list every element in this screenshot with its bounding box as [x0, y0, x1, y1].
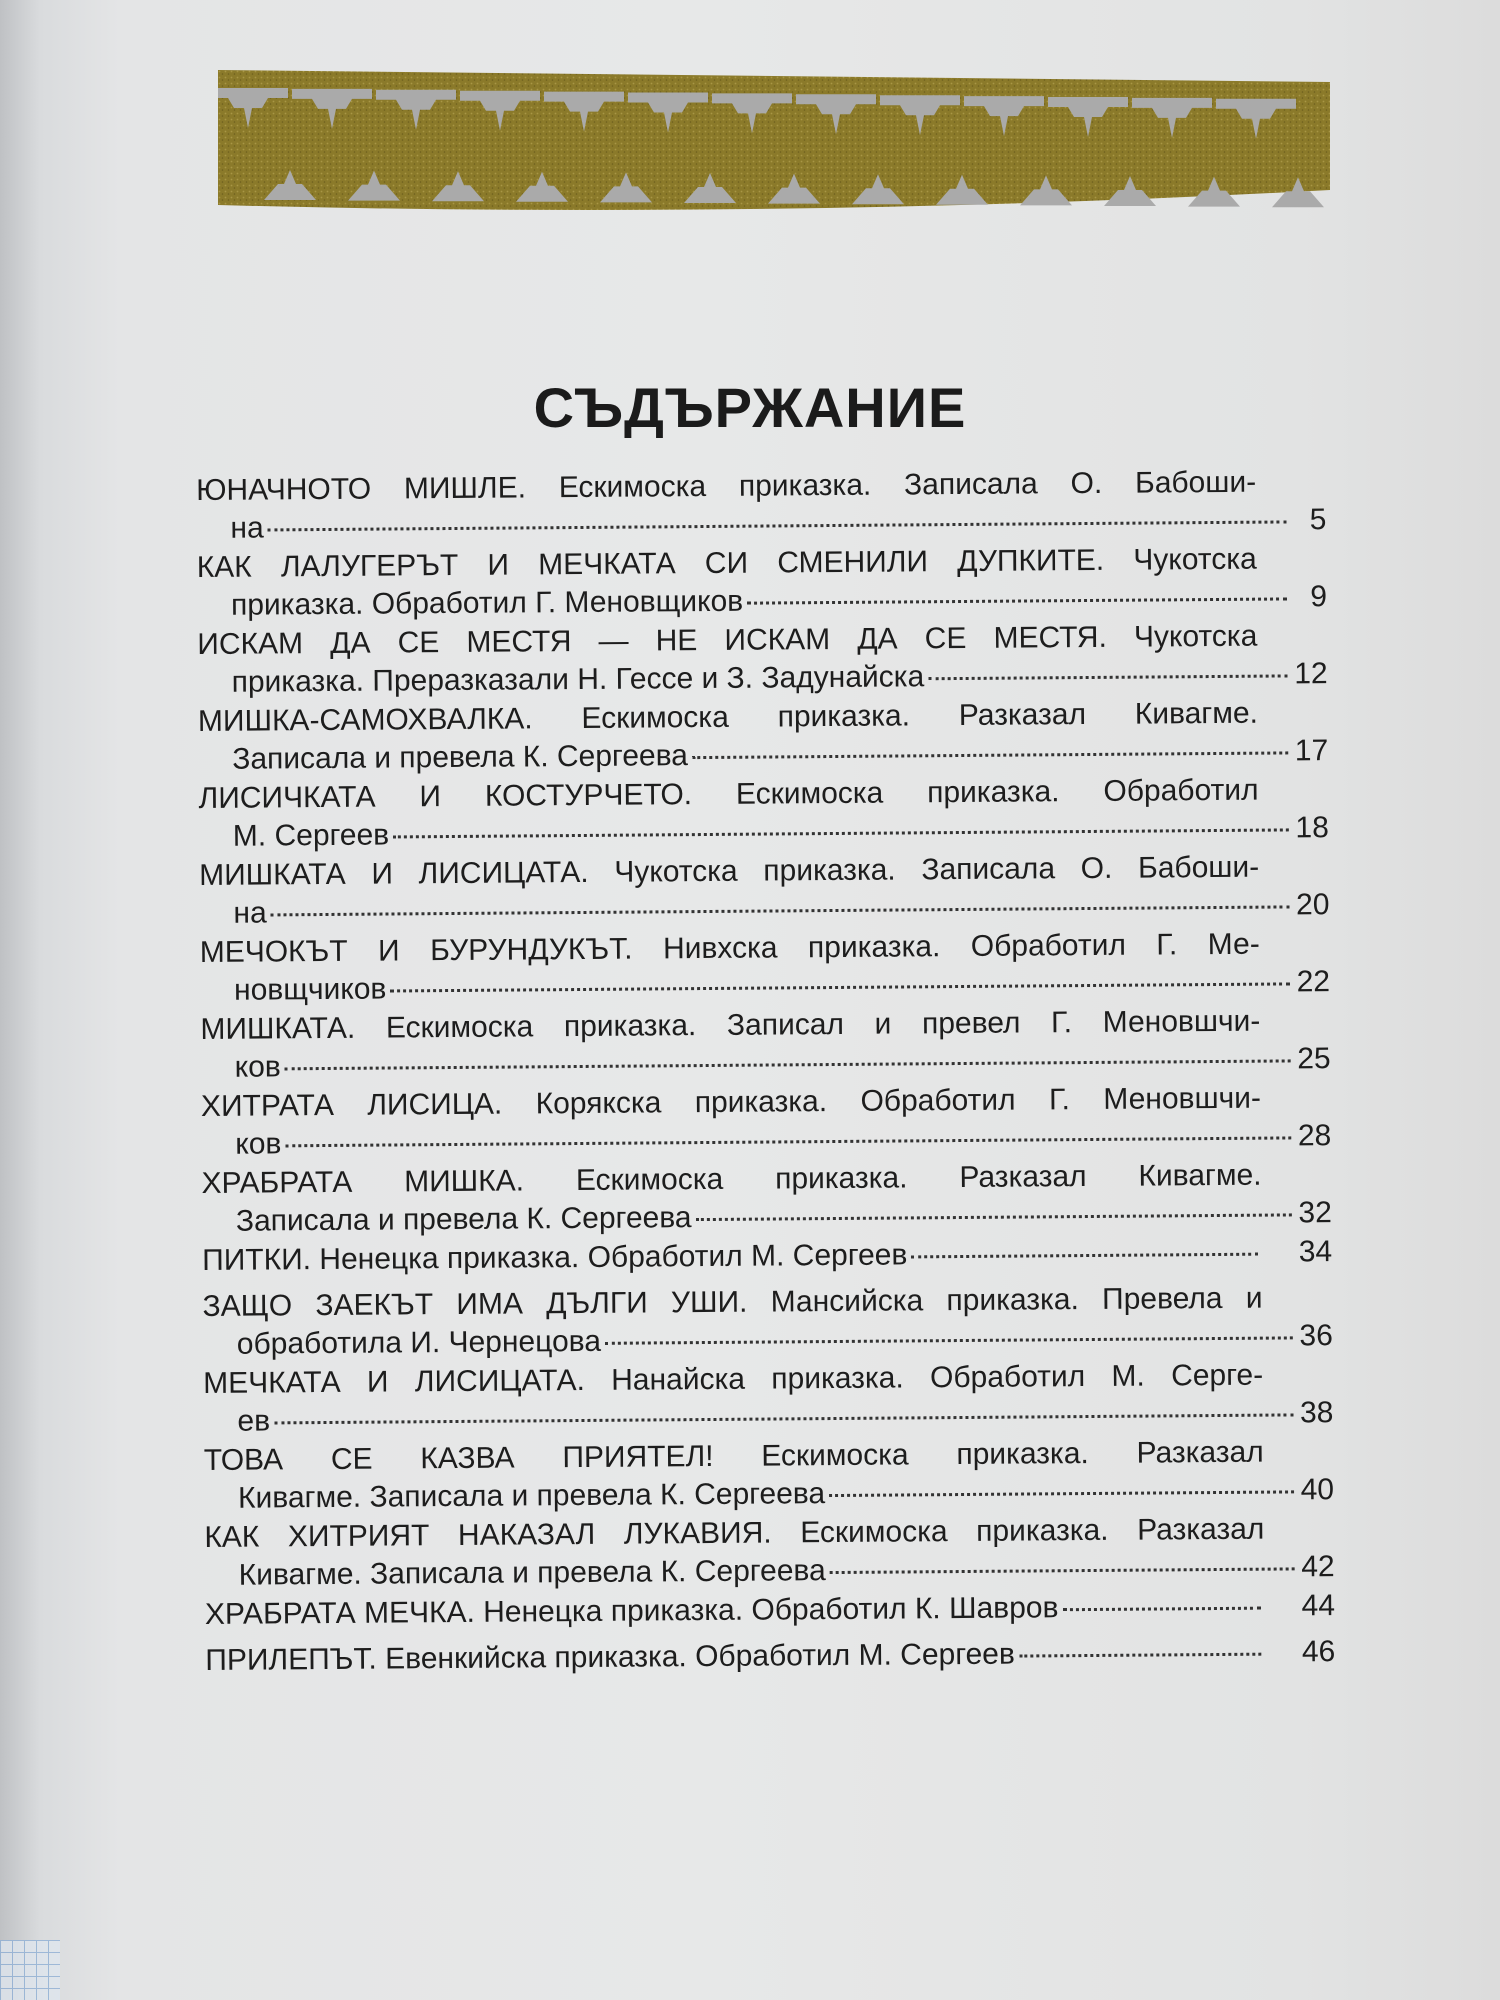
toc-page-number: 28 — [1297, 1119, 1332, 1153]
toc-entry-line1: ТОВА СЕ КАЗВА ПРИЯТЕЛ! Ескимоска приказка. Разказал — [203, 1435, 1264, 1477]
dot-leader — [271, 905, 1290, 916]
toc-page-number: 46 — [1301, 1635, 1336, 1669]
toc-page-number: 40 — [1300, 1473, 1335, 1507]
toc-entry-line1: ИСКАМ ДА СЕ МЕСТЯ — НЕ ИСКАМ ДА СЕ МЕСТЯ. Чукотска — [197, 619, 1258, 661]
dot-leader — [696, 1213, 1292, 1221]
toc-page-number: 38 — [1299, 1396, 1334, 1430]
toc-entry-line1: ХРАБРАТА МЕЧКА. Ненецка приказка. Обработил К. Шавров — [204, 1591, 1059, 1631]
toc-page-number: 44 — [1301, 1589, 1336, 1623]
toc-page-number: 25 — [1297, 1042, 1331, 1076]
dot-leader — [1019, 1653, 1261, 1658]
ornament-graphic — [218, 70, 1330, 210]
toc-entry — [202, 1279, 1333, 1364]
toc-entry — [196, 463, 1327, 548]
toc-page-number: 22 — [1296, 965, 1331, 999]
toc-entry — [201, 1079, 1332, 1164]
toc-entry-line1: МИШКАТА И ЛИСИЦАТА. Чукотска приказка. Записала О. Бабоши- — [199, 850, 1260, 892]
toc-entry-line2: приказка. Обработил Г. Меновщиков — [230, 584, 744, 622]
toc-entry-line1: ЗАЩО ЗАЕКЪТ ИМА ДЪЛГИ УШИ. Мансийска приказка. Превела и — [202, 1281, 1263, 1323]
dot-leader — [1062, 1607, 1261, 1612]
dot-leader — [285, 1136, 1291, 1147]
toc-entry — [205, 1587, 1335, 1634]
toc-entry-line1: ЮНАЧНОТО МИШЛЕ. Ескимоска приказка. Записала О. Бабоши- — [196, 465, 1257, 507]
toc-page-number: 36 — [1299, 1319, 1333, 1353]
toc-entry-line2: ев — [237, 1404, 271, 1438]
toc-page-number: 17 — [1294, 734, 1329, 768]
toc-entry — [205, 1633, 1335, 1680]
toc-page-number: 12 — [1294, 657, 1328, 691]
toc-page-number: 32 — [1298, 1196, 1332, 1230]
toc-entry-line2: на — [230, 511, 264, 545]
toc-entry-line2: М. Сергеев — [232, 818, 390, 853]
toc-entry-line2: ков — [234, 1050, 281, 1084]
dot-leader — [390, 982, 1290, 992]
toc-entry-line1: КАК ХИТРИЯТ НАКАЗАЛ ЛУКАВИЯ. Ескимоска приказка. Разказал — [204, 1512, 1265, 1554]
toc-entry — [200, 925, 1331, 1010]
toc-entry-line2: на — [233, 896, 267, 930]
toc-entry-line2: ков — [235, 1127, 282, 1161]
toc-entry — [203, 1356, 1334, 1441]
toc-entry-line1: ХИТРАТА ЛИСИЦА. Корякска приказка. Обработил Г. Меновшчи- — [200, 1081, 1262, 1123]
table-of-contents — [196, 463, 1336, 1688]
page-title: СЪДЪРЖАНИЕ — [533, 376, 967, 439]
toc-entry-line1: ПИТКИ. Ненецка приказка. Обработил М. Сергеев — [202, 1238, 908, 1277]
toc-page-number: 18 — [1295, 811, 1329, 845]
dot-leader — [393, 828, 1289, 838]
grid-paper-corner — [0, 1940, 60, 2000]
dot-leader — [829, 1490, 1294, 1497]
dot-leader — [747, 597, 1287, 604]
dot-leader — [605, 1336, 1293, 1344]
toc-entry-line2: обработила И. Чернецова — [236, 1324, 602, 1361]
toc-entry-line1: МЕЧКАТА И ЛИСИЦАТА. Нанайска приказка. Обработил М. Серге- — [203, 1358, 1264, 1400]
decorative-ornament-border — [218, 70, 1330, 210]
toc-entry — [197, 540, 1328, 625]
toc-entry-line2: Записала и превела К. Сергеева — [235, 1201, 692, 1238]
toc-page-number: 5 — [1309, 503, 1327, 537]
toc-entry — [198, 694, 1329, 779]
toc-entry — [197, 617, 1328, 702]
toc-entry-line1: МИШКА-САМОХВАЛКА. Ескимоска приказка. Разказал Кивагме. — [197, 696, 1259, 738]
toc-entry-line2: Кивагме. Записала и превела К. Сергеева — [238, 1554, 826, 1592]
dot-leader — [274, 1413, 1293, 1424]
toc-entry — [198, 771, 1329, 856]
toc-entry-line1: МИШКАТА. Ескимоска приказка. Записал и превел Г. Меновшчи- — [200, 1004, 1261, 1046]
toc-entry-line2: Записала и превела К. Сергеева — [232, 739, 689, 776]
toc-entry — [204, 1433, 1335, 1518]
toc-entry — [201, 1156, 1332, 1241]
dot-leader — [268, 520, 1287, 531]
dot-leader — [928, 674, 1287, 680]
dot-leader — [692, 751, 1288, 759]
toc-entry-line2: приказка. Преразказали Н. Гессе и З. Задунайска — [231, 660, 925, 699]
toc-entry-line1: ЛИСИЧКАТА И КОСТУРЧЕТО. Ескимоска приказка. Обработил — [198, 773, 1259, 815]
toc-entry-line2: Кивагме. Записала и превела К. Сергеева — [237, 1477, 826, 1515]
toc-page-number: 42 — [1301, 1550, 1335, 1584]
toc-page-number: 9 — [1310, 580, 1328, 614]
toc-page-number: 34 — [1298, 1235, 1333, 1269]
toc-entry — [199, 848, 1330, 933]
toc-entry-line1: ПРИЛЕПЪТ. Евенкийска приказка. Обработил М. Сергеев — [205, 1637, 1015, 1677]
toc-entry — [202, 1233, 1332, 1280]
toc-entry-line1: КАК ЛАЛУГЕРЪТ И МЕЧКАТА СИ СМЕНИЛИ ДУПКИТЕ. Чукотска — [196, 542, 1257, 584]
toc-entry-line1: МЕЧОКЪТ И БУРУНДУКЪТ. Нивхска приказка. Обработил Г. Ме- — [199, 927, 1260, 969]
dot-leader — [285, 1059, 1291, 1070]
toc-page-number: 20 — [1295, 888, 1330, 922]
toc-entry-line2: новщчиков — [233, 972, 387, 1007]
dot-leader — [911, 1253, 1258, 1259]
dot-leader — [830, 1567, 1295, 1574]
toc-entry — [200, 1002, 1331, 1087]
toc-entry-line1: ХРАБРАТА МИШКА. Ескимоска приказка. Разказал Кивагме. — [201, 1158, 1262, 1200]
toc-entry — [204, 1510, 1335, 1595]
